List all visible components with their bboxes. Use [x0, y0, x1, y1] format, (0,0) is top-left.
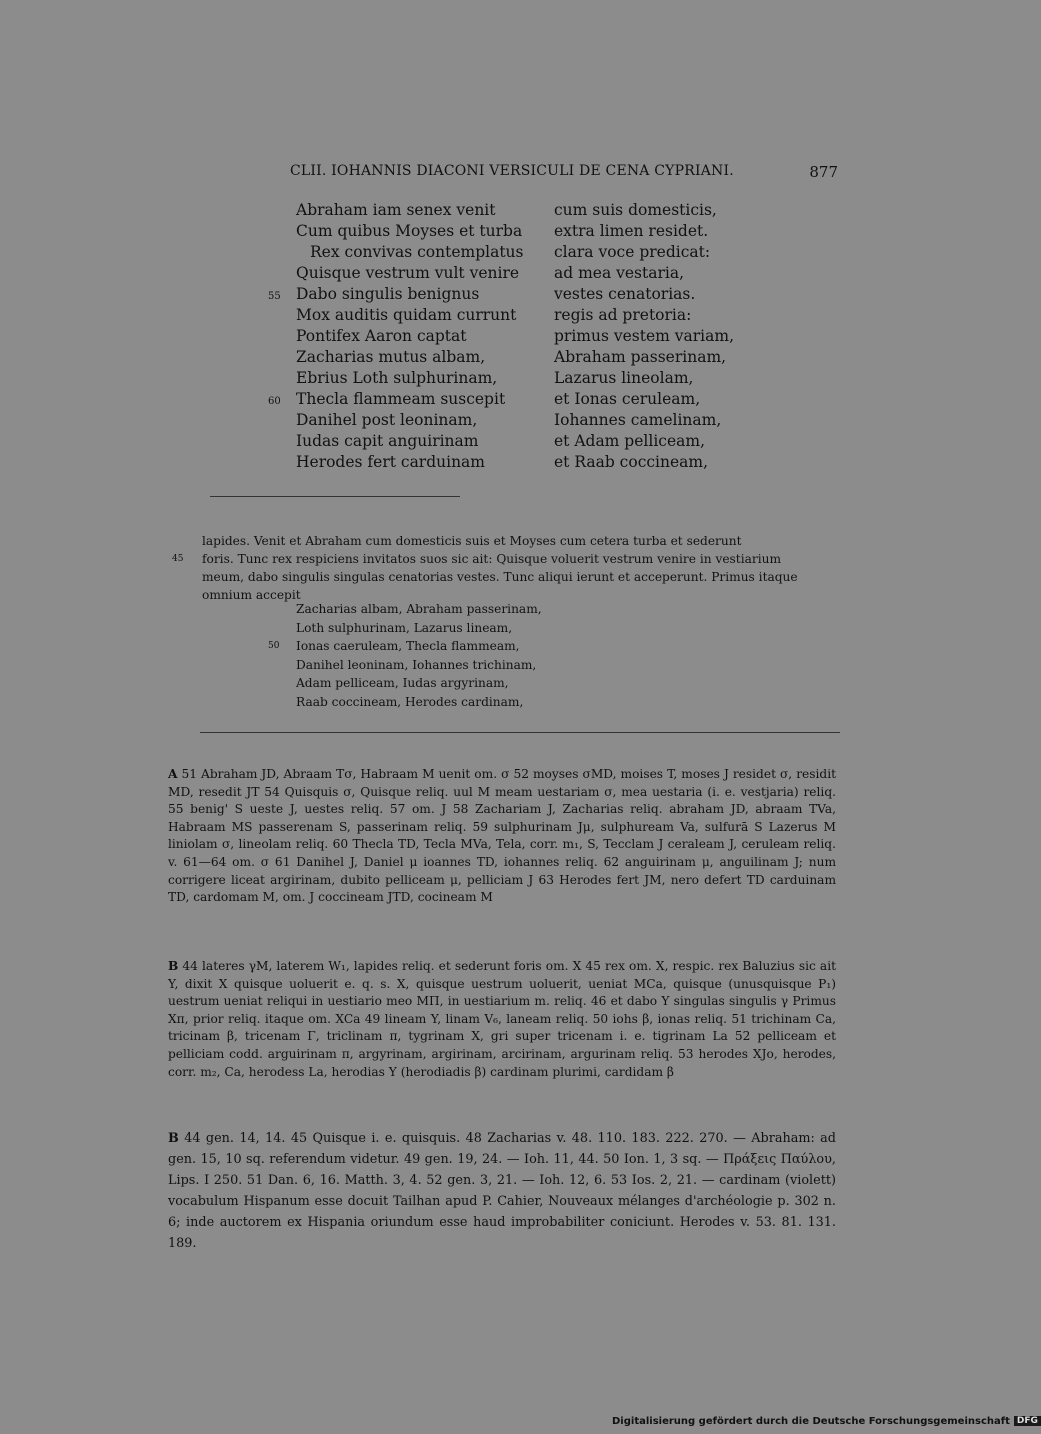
verse-line	[268, 284, 856, 305]
verse-line	[296, 305, 856, 326]
verse-line	[268, 389, 856, 410]
list-item	[268, 637, 542, 656]
verse-right: ad mea vestaria,	[554, 264, 685, 282]
divider	[210, 496, 460, 497]
page-number: 877	[809, 163, 838, 181]
apparatus-text: 44 lateres γM, laterem W₁, lapides reliq. et sederunt foris om. X 45 rex om. X, respic. rex Baluzius sic ait Y, dixit X quisque uoluerit e. q. s. X, quisque uestrum uoluerit, ueniat MCa, quisque (unusquisque P₁) uestrum ueniat reliqui in uestiario meo MΠ, in uestiarium m. reliq. 46 et dabo Y singulas singulis γ Primus Xπ, prior reliq. itaque om. XCa 49 lineam Y, linam V₆, laneam reliq. 50 iohs β, ionas reliq. 51 trichinam Ca, tricinam β, tricenam Γ, triclinam π, tygrinam X, gri super tricenam i. e. tigrinam La 52 pelliceam et pelliciam codd. arguirinam π, argyrinam, argirinam, arcirinam, argurinam reliq. 53 herodes XJo, herodes, corr. m₂, Ca, herodess La, herodias Y (herodiadis β) cardinam plurimi, cardidam β	[168, 959, 836, 1079]
divider	[200, 732, 840, 733]
verse-line	[296, 347, 856, 368]
verse-right: et Raab coccineam,	[554, 453, 709, 471]
list-text: Danihel leoninam, Iohannes trichinam,	[296, 657, 537, 672]
verse-right: extra limen residet.	[554, 222, 709, 240]
verse-right: vestes cenatorias.	[554, 285, 696, 303]
list-item	[296, 693, 542, 712]
list-item	[296, 619, 542, 638]
verse-right: Lazarus lineolam,	[554, 369, 694, 387]
verse-left: Thecla flammeam suscepit	[296, 390, 506, 408]
apparatus-a	[168, 766, 836, 907]
verse-right: Abraham passerinam,	[554, 348, 727, 366]
list-text: Loth sulphurinam, Lazarus lineam,	[296, 620, 513, 635]
prose-text: foris. Tunc rex respiciens invitatos suos sic ait: Quisque voluerit vestrum venire in vestiarium	[202, 552, 782, 566]
verse-left: Ebrius Loth sulphurinam,	[296, 369, 498, 387]
verse-right: et Adam pelliceam,	[554, 432, 705, 450]
prose-line	[172, 550, 830, 568]
apparatus-text: 44 gen. 14, 14. 45 Quisque i. e. quisquis. 48 Zacharias v. 48. 110. 183. 222. 270. — Abraham: ad gen. 15, 10 sq. referendum videtur. 49 gen. 19, 24. — Ioh. 11, 44. 50 Ion. 1, 3 sq. — Πράξεις Παύλου, Lips. I 250. 51 Dan. 6, 16. Matth. 3, 4. 52 gen. 3, 21. — Ioh. 12, 6. 53 Ios. 2, 21. — cardinam (violett) vocabulum Hispanum esse docuit Tailhan apud P. Cahier, Nouveaux mélanges d'archéologie p. 302 n. 6; inde auctorem ex Hispania oriundum esse haud improbabiliter coniciunt. Herodes v. 53. 81. 131. 189.	[168, 1131, 836, 1251]
list-item	[296, 656, 542, 675]
list-text: Adam pelliceam, Iudas argyrinam,	[296, 676, 509, 690]
dfg-logo: DFG	[1014, 1416, 1041, 1426]
verse-line	[296, 200, 856, 221]
verse-right: et Ionas ceruleam,	[554, 390, 701, 408]
prose-list	[268, 600, 542, 711]
verse-left: Cum quibus Moyses et turba	[296, 222, 523, 240]
verse-line	[296, 368, 856, 389]
verse-left: Abraham iam senex venit	[296, 201, 496, 219]
verse-left: Pontifex Aaron captat	[296, 327, 467, 345]
list-text: Ionas caeruleam, Thecla flammeam,	[296, 639, 520, 653]
verse-left: Quisque vestrum vult venire	[296, 264, 520, 282]
verse-left: Dabo singulis benignus	[296, 285, 480, 303]
prose-paragraph	[172, 532, 830, 604]
verse-left: Zacharias mutus albam,	[296, 348, 486, 366]
verse-line	[296, 452, 856, 473]
verse-right: primus vestem variam,	[554, 327, 734, 345]
verse-right: Iohannes camelinam,	[554, 411, 722, 429]
verse-line	[296, 221, 856, 242]
prose-line	[202, 532, 830, 550]
verse-line	[296, 431, 856, 452]
prose-text: omnium accepit	[202, 588, 301, 602]
apparatus-text: 51 Abraham JD, Abraam Tσ, Habraam M uenit om. σ 52 moyses σMD, moises T, moses J residet σ, residit MD, resedit JT 54 Quisquis σ, Quisque reliq. uul M meam uestariam σ, mea uestaria (i. e. vestjaria) reliq. 55 benig' S ueste J, uestes reliq. 57 om. J 58 Zachariam J, Zacharias reliq. abraham JD, abraam TVa, Habraam MS passerenam S, passerinam reliq. 59 sulphurinam Jμ, sulphuream Va, sulfurā S Lazerus M liniolam σ, lineolam reliq. 60 Thecla TD, Tecla MVa, Tela, corr. m₁, S, Tecclam J ceraleam J, ceruleam reliq. v. 61—64 om. σ 61 Danihel J, Daniel μ ioannes TD, iohannes reliq. 62 anguirinam μ, anguilinam J; num corrigere liceat argirinam, dubito pelliceam μ, pelliciam J 63 Herodes fert JM, nero defert TD carduinam TD, cardomam M, om. J coccineam JTD, cocineam M	[168, 767, 836, 905]
running-title: CLII. IOHANNIS DIACONI VERSICULI DE CENA CYPRIANI.	[290, 163, 734, 179]
prose-line	[202, 568, 830, 586]
verse-line	[296, 326, 856, 347]
running-header	[290, 163, 838, 187]
line-number: 60	[268, 396, 281, 407]
apparatus-siglum: B	[168, 1131, 179, 1146]
funding-footer	[612, 1416, 1038, 1432]
apparatus-b	[168, 958, 836, 1081]
prose-text: lapides. Venit et Abraham cum domesticis suis et Moyses cum cetera turba et sederunt	[202, 534, 742, 548]
footer-text: Digitalisierung gefördert durch die Deutsche Forschungsgemeinschaft	[612, 1416, 1010, 1427]
verse-right: clara voce predicat:	[554, 243, 711, 261]
verse-line	[296, 410, 856, 431]
list-item	[296, 600, 542, 619]
verse-right: cum suis domesticis,	[554, 201, 717, 219]
verse-left: Mox auditis quidam currunt	[296, 306, 517, 324]
line-number: 55	[268, 291, 281, 302]
verse-line	[296, 242, 856, 263]
verse-left: Iudas capit anguirinam	[296, 432, 479, 450]
line-number: 50	[268, 641, 280, 651]
verse-line	[296, 263, 856, 284]
list-text: Raab coccineam, Herodes cardinam,	[296, 694, 524, 709]
line-number: 45	[172, 554, 184, 564]
verse-right: regis ad pretoria:	[554, 306, 692, 324]
verse-block	[268, 200, 856, 473]
apparatus-siglum: A	[168, 767, 178, 781]
list-item	[296, 674, 542, 693]
list-text: Zacharias albam, Abraham passerinam,	[296, 602, 542, 616]
verse-left: Herodes fert carduinam	[296, 453, 485, 471]
verse-left: Danihel post leoninam,	[296, 411, 478, 429]
apparatus-siglum: B	[168, 959, 179, 973]
verse-left: Rex convivas contemplatus	[310, 243, 524, 261]
apparatus-sources	[168, 1128, 836, 1254]
prose-text: meum, dabo singulis singulas cenatorias vestes. Tunc aliqui ierunt et acceperunt. Primus itaque	[202, 570, 798, 584]
